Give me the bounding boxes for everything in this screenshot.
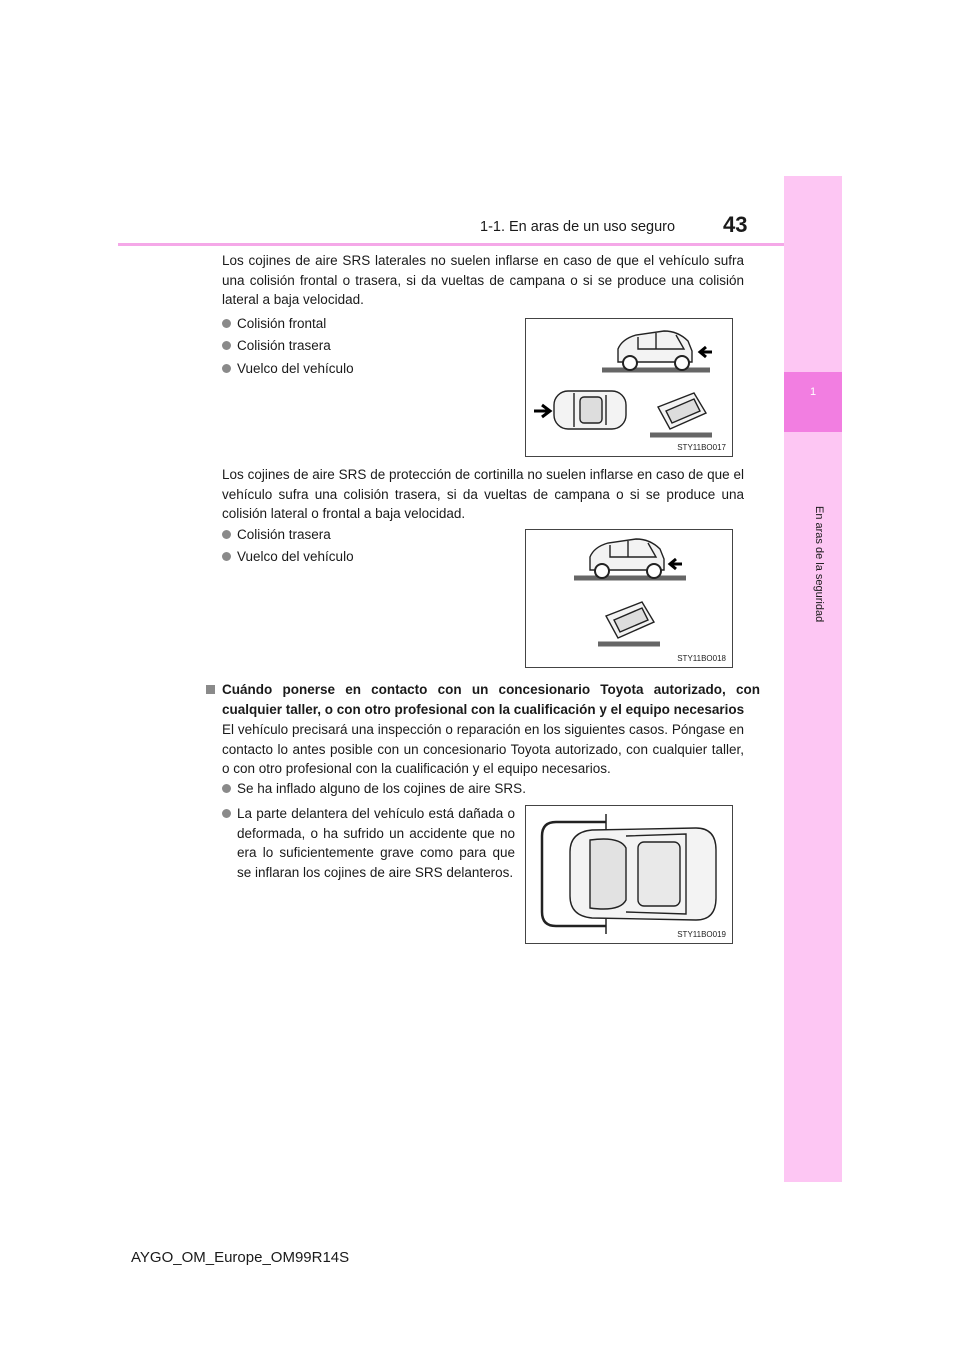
rollover-car-icon [658, 393, 706, 429]
chapter-number-tab [784, 372, 842, 432]
bullet-item: La parte delantera del vehículo está dañada o deformada, o ha sufrido un accidente que no era lo suficientemente grave como para que se inflaran los cojines de aire SRS delanteros. [222, 804, 515, 882]
impact-arrow-icon [700, 347, 712, 357]
curtain-airbag-illustration [525, 529, 733, 668]
figure-code: STY11BO018 [677, 654, 726, 663]
contact-dealer-heading: Cuándo ponerse en contacto con un concesionario Toyota autorizado, con cualquier taller, o con otro profesional con la cualificación y el equipo necesarios [206, 680, 760, 719]
chapter-title: En aras de la seguridad [813, 506, 825, 623]
curtain-airbags-intro: Los cojines de aire SRS de protección de cortinilla no suelen inflarse en caso de que el vehículo sufra una colisión trasera, si da vueltas de campana o si se produce una colisión lateral o frontal a baja velocidad. [222, 467, 744, 521]
wheel-icon [623, 356, 637, 370]
wheel-icon [595, 564, 609, 578]
car-top-view-icon [570, 828, 716, 920]
bullet-item: Se ha inflado alguno de los cojines de aire SRS. [222, 779, 759, 799]
chapter-side-tab [784, 176, 842, 1182]
bullet-item: Colisión frontal [222, 314, 547, 334]
bullet-item: Colisión trasera [222, 336, 547, 356]
bullet-item: Vuelco del vehículo [222, 359, 547, 379]
front-damage-illustration [525, 805, 733, 944]
side-airbag-illustration [525, 318, 733, 457]
header-divider [118, 243, 842, 246]
chapter-number: 1 [809, 386, 817, 398]
impact-arrow-icon [670, 559, 682, 569]
document-id: AYGO_OM_Europe_OM99R14S [131, 1249, 350, 1266]
wheel-icon [647, 564, 661, 578]
wheel-icon [675, 356, 689, 370]
rollover-car-icon [606, 602, 654, 638]
figure-code: STY11BO019 [677, 930, 726, 939]
page-number: 43 [723, 212, 748, 237]
car-top-view-icon [554, 391, 626, 429]
impact-arrow-icon [534, 405, 550, 417]
bullet-item: Vuelco del vehículo [222, 547, 547, 567]
figure-code: STY11BO017 [677, 443, 726, 452]
side-airbags-intro: Los cojines de aire SRS laterales no suelen inflarse en caso de que el vehículo sufra una colisión frontal o trasera, si da vueltas de campana o si se produce una colisión lateral a baja velocidad. [222, 253, 744, 307]
bullet-item: Colisión trasera [222, 525, 547, 545]
section-title: 1-1. En aras de un uso seguro [480, 219, 676, 235]
contact-dealer-body: El vehículo precisará una inspección o reparación en los siguientes casos. Póngase en contacto lo antes posible con un concesionario Toyota autorizado, con cualquier taller, o con otro profesional con la cualificación y el equipo necesarios. [222, 722, 744, 776]
